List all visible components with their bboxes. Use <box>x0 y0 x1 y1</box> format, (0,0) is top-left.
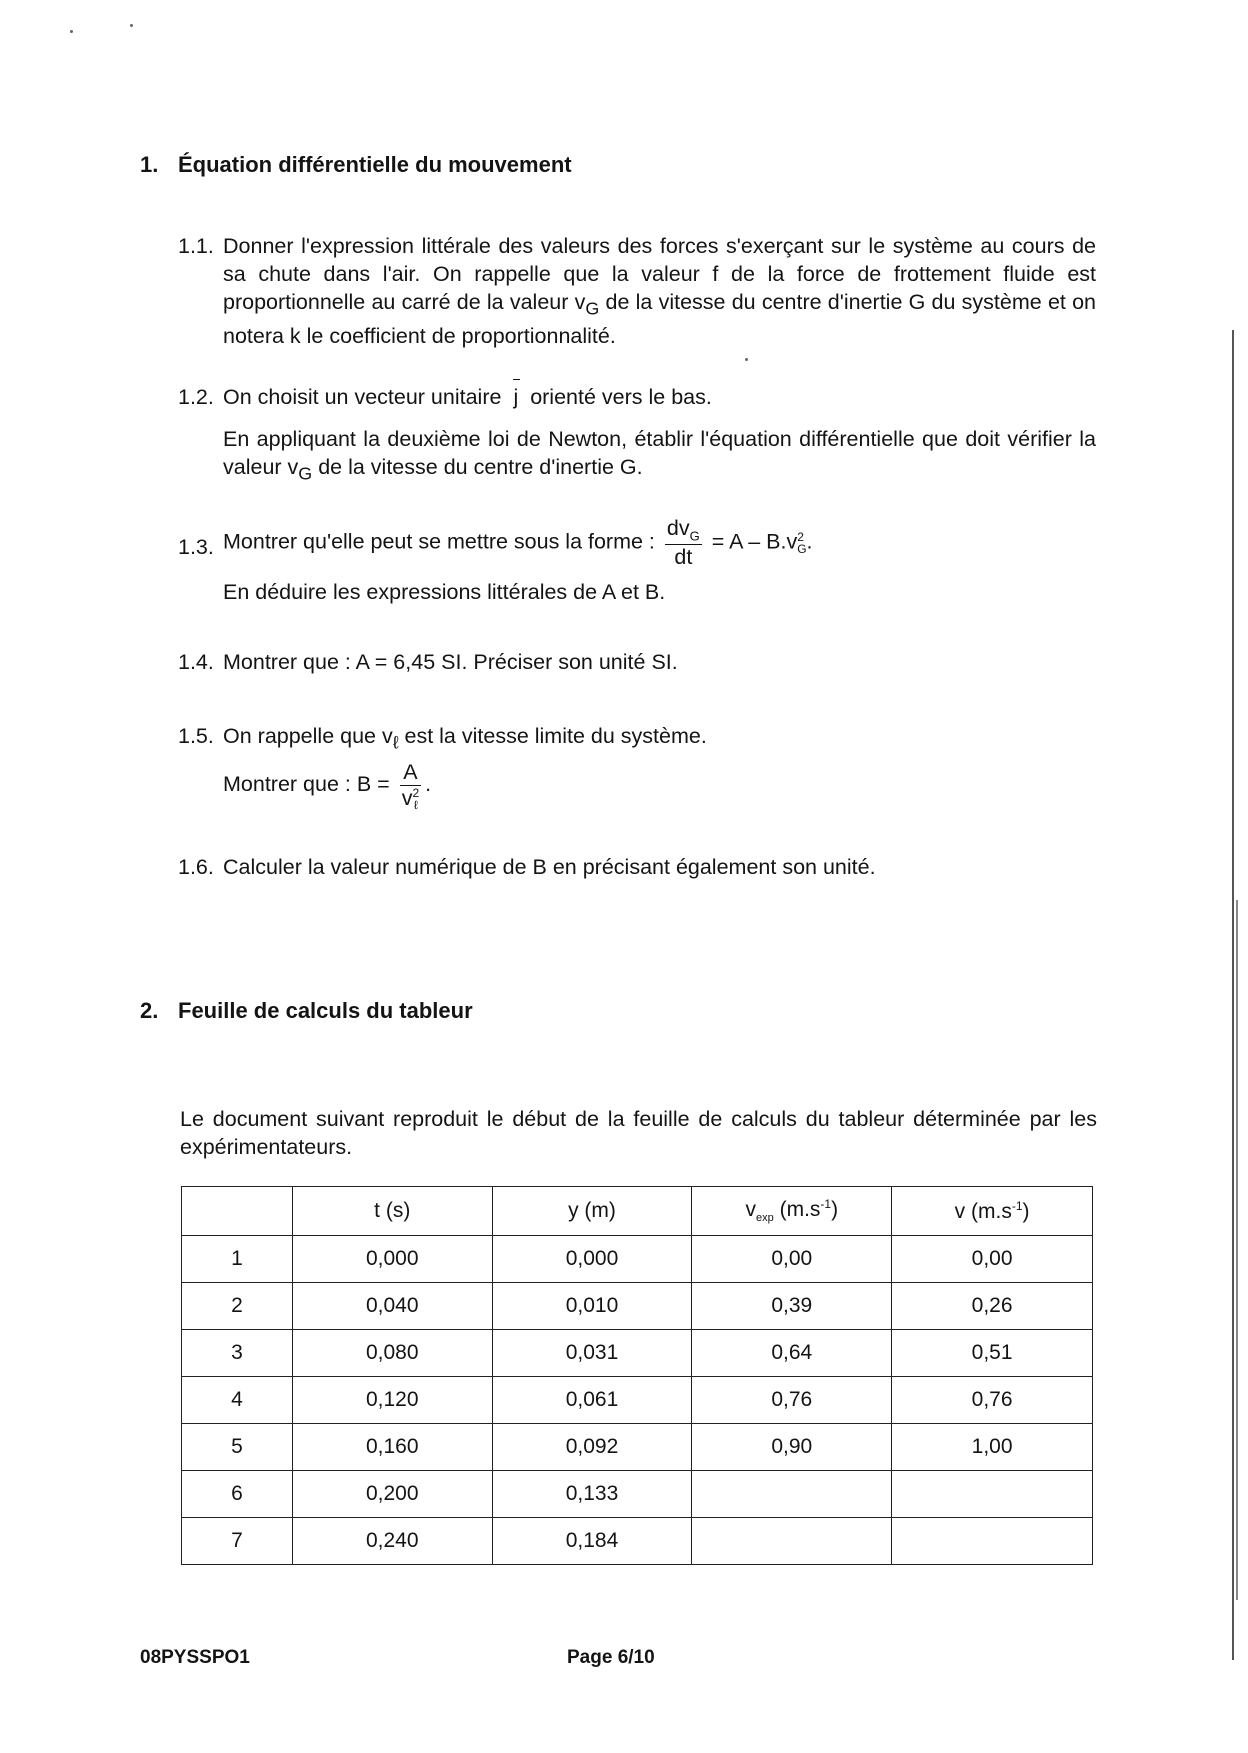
table-row <box>182 1283 1093 1330</box>
table-header-row <box>182 1187 1093 1236</box>
question-1-3 <box>178 516 1096 606</box>
question-text: En déduire les expressions littérales de A et B. <box>223 579 666 604</box>
time-cell: 0,240 <box>292 1518 492 1565</box>
row-index-cell: 7 <box>182 1518 293 1565</box>
document-code: 08PYSSPO1 <box>140 1647 250 1668</box>
fraction-numerator: dv <box>666 516 690 540</box>
header-cell-empty <box>182 1187 293 1236</box>
intro-paragraph: Le document suivant reproduit le début de la feuille de calculs du tableur déterminée par les expérimentateurs. <box>180 1107 1097 1159</box>
derivative-fraction <box>665 516 702 570</box>
v-cell <box>892 1518 1093 1565</box>
header-cell-time: t (s) <box>292 1187 492 1236</box>
fraction-denominator: v <box>401 786 413 811</box>
section-2-heading <box>140 998 473 1024</box>
vexp-cell <box>692 1518 892 1565</box>
time-cell: 0,080 <box>292 1330 492 1377</box>
row-index-cell: 1 <box>182 1236 293 1283</box>
subscript: G <box>797 541 807 556</box>
vexp-cell: 0,90 <box>692 1424 892 1471</box>
table-row <box>182 1236 1093 1283</box>
time-cell: 0,200 <box>292 1471 492 1518</box>
subscript: ℓ <box>392 732 399 753</box>
punctuation: . <box>806 529 813 554</box>
vexp-cell: 0,76 <box>692 1377 892 1424</box>
vexp-cell: 0,39 <box>692 1283 892 1330</box>
page-number: Page 6/10 <box>567 1647 655 1668</box>
section-1-heading <box>140 152 572 178</box>
vexp-cell: 0,00 <box>692 1236 892 1283</box>
row-index-cell: 3 <box>182 1330 293 1377</box>
position-cell: 0,010 <box>492 1283 692 1330</box>
subscript: G <box>585 298 600 319</box>
time-cell: 0,120 <box>292 1377 492 1424</box>
v-cell: 1,00 <box>892 1424 1093 1471</box>
v-cell <box>892 1471 1093 1518</box>
question-number: 1.3. <box>178 535 214 559</box>
header-text: v (m.s <box>954 1199 1012 1223</box>
question-text: Montrer que : A = 6,45 SI. Préciser son unité SI. <box>223 650 678 674</box>
header-text: ) <box>1022 1199 1030 1223</box>
question-1-1 <box>178 232 1096 350</box>
position-cell: 0,061 <box>492 1377 692 1424</box>
question-text: est la vitesse limite du système. <box>398 724 707 748</box>
header-text: v <box>745 1198 756 1222</box>
superscript: -1 <box>1011 1198 1023 1213</box>
header-cell-position: y (m) <box>492 1187 692 1236</box>
scan-edge-line <box>1236 900 1238 1600</box>
question-text: Donner l'expression littérale des valeurs des forces s'exerçant sur le système au cours de sa chute dans l'air. On rappelle que la valeur f de la force de frottement fluide est proportionnelle au carré de la valeur v <box>223 234 1096 314</box>
row-index-cell: 5 <box>182 1424 293 1471</box>
table-row <box>182 1518 1093 1565</box>
question-1-4 <box>178 648 1096 676</box>
superscript: -1 <box>820 1197 832 1212</box>
time-cell: 0,160 <box>292 1424 492 1471</box>
v-cell: 0,51 <box>892 1330 1093 1377</box>
table-row <box>182 1330 1093 1377</box>
header-cell-v <box>892 1187 1093 1236</box>
scan-speck <box>130 24 133 27</box>
scan-speck <box>745 358 748 361</box>
header-text: (m.s <box>773 1198 821 1222</box>
section-title: Feuille de calculs du tableur <box>178 998 473 1023</box>
section-title: Équation différentielle du mouvement <box>178 152 572 177</box>
section-number: 2. <box>140 998 159 1023</box>
question-text: Montrer qu'elle peut se mettre sous la forme : <box>223 529 655 554</box>
subscript: exp <box>756 1212 774 1225</box>
v-cell: 0,76 <box>892 1377 1093 1424</box>
fraction-denominator: dt <box>674 545 693 570</box>
row-index-cell: 4 <box>182 1377 293 1424</box>
question-text: On rappelle que v <box>223 724 393 748</box>
limit-speed-fraction <box>400 760 421 811</box>
fraction-numerator: A <box>400 760 421 786</box>
question-1-6 <box>178 853 1096 881</box>
subscript: G <box>689 528 700 544</box>
time-cell: 0,000 <box>292 1236 492 1283</box>
question-text: En appliquant la deuxième loi de Newton, établir l'équation différentielle que doit vérifier la valeur v <box>223 427 1096 479</box>
question-number: 1.4. <box>178 650 214 674</box>
question-text: On choisit un vecteur unitaire <box>223 385 508 409</box>
table-row <box>182 1377 1093 1424</box>
question-number: 1.6. <box>178 855 214 879</box>
equation-rhs: = A – B.v <box>711 529 798 554</box>
punctuation: . <box>425 772 432 797</box>
question-number: 1.1. <box>178 234 214 258</box>
subscript: ℓ <box>413 798 418 813</box>
superscript: 2 <box>797 529 804 544</box>
vexp-cell: 0,64 <box>692 1330 892 1377</box>
scan-edge-line <box>1232 330 1234 1660</box>
section-number: 1. <box>140 152 159 177</box>
row-index-cell: 2 <box>182 1283 293 1330</box>
spreadsheet-table <box>181 1186 1093 1565</box>
scan-speck <box>70 30 73 33</box>
question-text: orienté vers le bas. <box>524 385 712 409</box>
position-cell: 0,184 <box>492 1518 692 1565</box>
question-text: de la vitesse du centre d'inertie G du système et on notera k le coefficient de proportionnalité. <box>223 290 1096 349</box>
time-cell: 0,040 <box>292 1283 492 1330</box>
header-cell-vexp <box>692 1187 892 1236</box>
vexp-cell <box>692 1471 892 1518</box>
row-index-cell: 6 <box>182 1471 293 1518</box>
unit-vector-j: j <box>513 385 519 409</box>
question-text: Montrer que : B = <box>223 772 390 797</box>
v-cell: 0,00 <box>892 1236 1093 1283</box>
v-cell: 0,26 <box>892 1283 1093 1330</box>
table-row <box>182 1424 1093 1471</box>
question-text: de la vitesse du centre d'inertie G. <box>312 455 643 479</box>
question-number: 1.2. <box>178 385 214 409</box>
question-1-2 <box>178 383 1096 487</box>
table-row <box>182 1471 1093 1518</box>
position-cell: 0,133 <box>492 1471 692 1518</box>
superscript: 2 <box>412 786 420 801</box>
question-1-5 <box>178 722 1096 811</box>
subscript: G <box>298 463 313 484</box>
question-text: Calculer la valeur numérique de B en précisant également son unité. <box>223 855 876 879</box>
position-cell: 0,031 <box>492 1330 692 1377</box>
question-number: 1.5. <box>178 724 214 748</box>
header-text: ) <box>831 1198 839 1222</box>
position-cell: 0,092 <box>492 1424 692 1471</box>
position-cell: 0,000 <box>492 1236 692 1283</box>
